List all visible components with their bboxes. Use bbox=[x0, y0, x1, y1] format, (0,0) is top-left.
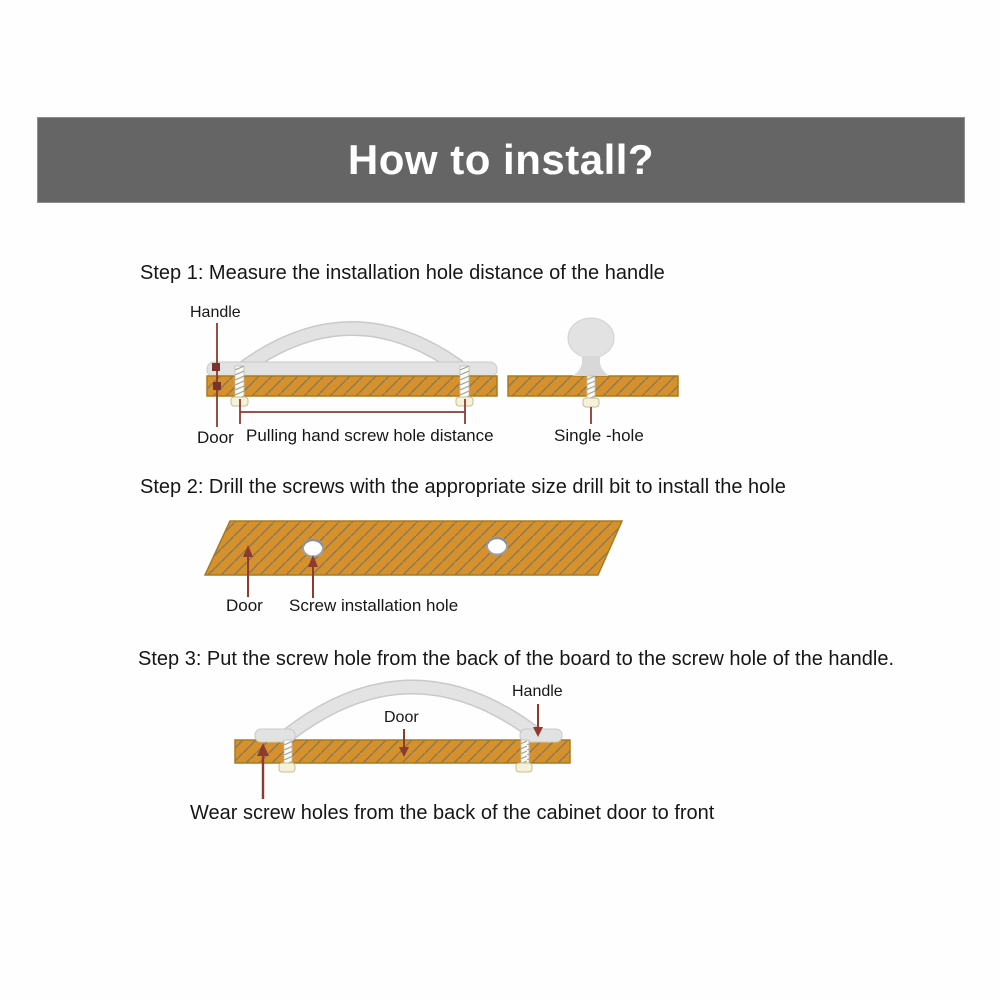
door-board-graphic bbox=[205, 521, 622, 575]
drilled-hole-left bbox=[303, 540, 323, 557]
step1-distance-label: Pulling hand screw hole distance bbox=[246, 426, 494, 445]
step2-door-label: Door bbox=[226, 596, 263, 615]
step3-handle-label: Handle bbox=[512, 683, 563, 700]
screw-foot bbox=[516, 763, 532, 772]
drilled-hole-right bbox=[487, 538, 507, 555]
step1-illustration bbox=[190, 315, 690, 435]
step1-single-hole-label: Single -hole bbox=[554, 426, 644, 445]
screw-foot bbox=[279, 763, 295, 772]
header-banner bbox=[37, 117, 965, 203]
step1-handle-label: Handle bbox=[190, 304, 241, 321]
step3-door-label: Door bbox=[384, 709, 419, 726]
step2-illustration bbox=[195, 510, 635, 605]
step2-screw-hole-label: Screw installation hole bbox=[289, 596, 459, 615]
step3-caption: Wear screw holes from the back of the cabinet door to front bbox=[190, 802, 715, 824]
handle-graphic bbox=[207, 329, 497, 378]
step1-door-label: Door bbox=[197, 428, 234, 447]
handle-base-plate bbox=[207, 362, 497, 377]
door-board-graphic bbox=[207, 376, 497, 396]
step3-heading: Step 3: Put the screw hole from the back of the board to the screw hole of the handle. bbox=[138, 648, 895, 670]
measurement-line bbox=[240, 399, 465, 424]
step2-heading: Step 2: Drill the screws with the appropriate size drill bit to install the hole bbox=[140, 476, 786, 498]
page-title: How to install? bbox=[347, 136, 655, 183]
step1-heading: Step 1: Measure the installation hole distance of the handle bbox=[140, 262, 665, 284]
knob-graphic bbox=[568, 318, 614, 424]
screw-foot bbox=[583, 398, 599, 407]
